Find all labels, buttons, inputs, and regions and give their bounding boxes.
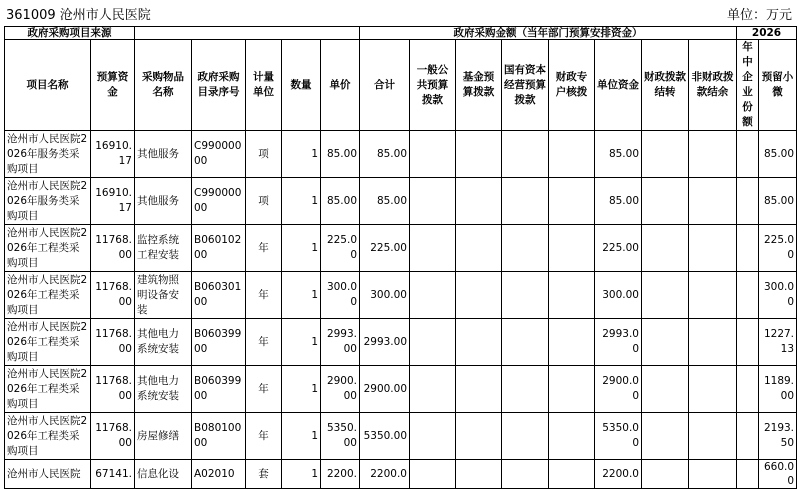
table-cell [456, 460, 502, 489]
table-cell: 85.00 [759, 131, 797, 178]
table-cell: 2200.0 [595, 460, 642, 489]
table-cell: 11768.00 [91, 319, 135, 366]
column-header: 基金预算拨款 [456, 40, 502, 131]
table-cell: 年 [246, 272, 282, 319]
table-row [5, 366, 797, 413]
table-cell: 1 [282, 225, 321, 272]
table-cell: 85.00 [321, 131, 360, 178]
table-cell [689, 366, 737, 413]
table-cell: 1 [282, 366, 321, 413]
table-cell: 85.00 [360, 178, 410, 225]
table-cell [456, 319, 502, 366]
report-header [0, 0, 800, 26]
table-cell: 沧州市人民医院 [5, 460, 91, 489]
table-cell [737, 319, 759, 366]
table-cell [689, 272, 737, 319]
table-cell: 沧州市人民医院2026年工程类采购项目 [5, 413, 91, 460]
table-cell [737, 460, 759, 489]
table-cell: 1189.00 [759, 366, 797, 413]
table-cell: 300.00 [321, 272, 360, 319]
table-cell: 年 [246, 225, 282, 272]
table-cell: B06039900 [192, 319, 246, 366]
table-cell [689, 178, 737, 225]
table-row [5, 272, 797, 319]
table-cell [642, 225, 689, 272]
table-cell [502, 225, 549, 272]
table-cell: A02010 [192, 460, 246, 489]
table-cell: 5350.00 [360, 413, 410, 460]
table-cell [689, 413, 737, 460]
table-cell [410, 366, 456, 413]
table-cell [549, 131, 595, 178]
table-cell [502, 460, 549, 489]
table-cell [410, 413, 456, 460]
table-cell: 16910.17 [91, 131, 135, 178]
table-cell: 信息化设 [135, 460, 192, 489]
table-cell: 沧州市人民医院2026年工程类采购项目 [5, 272, 91, 319]
column-header: 财政拨款结转 [642, 40, 689, 131]
table-cell: 225.00 [321, 225, 360, 272]
blank-group-header [135, 27, 360, 40]
table-cell: 2993.00 [595, 319, 642, 366]
amount-group-header: 政府采购金额（当年部门预算安排资金） [360, 27, 737, 40]
table-cell [549, 460, 595, 489]
table-cell [502, 319, 549, 366]
column-header: 政府采购目录序号 [192, 40, 246, 131]
table-cell [456, 131, 502, 178]
table-cell [642, 272, 689, 319]
table-cell [642, 319, 689, 366]
table-cell: C99000000 [192, 178, 246, 225]
year-group-header: 2026 [737, 27, 797, 40]
table-row [5, 319, 797, 366]
table-cell [549, 413, 595, 460]
table-cell [737, 272, 759, 319]
table-cell: 沧州市人民医院2026年服务类采购项目 [5, 178, 91, 225]
table-cell [502, 413, 549, 460]
table-cell: B06030100 [192, 272, 246, 319]
table-cell: 11768.00 [91, 272, 135, 319]
table-cell: 85.00 [595, 178, 642, 225]
table-cell: 项 [246, 178, 282, 225]
column-header: 项目名称 [5, 40, 91, 131]
column-header: 非财政拨款结余 [689, 40, 737, 131]
table-cell: 2993.00 [360, 319, 410, 366]
table-cell [689, 460, 737, 489]
table-cell [502, 178, 549, 225]
table-cell [549, 366, 595, 413]
table-cell: 套 [246, 460, 282, 489]
table-cell: 2193.50 [759, 413, 797, 460]
table-cell: 11768.00 [91, 225, 135, 272]
table-cell: 其他服务 [135, 178, 192, 225]
table-cell [737, 225, 759, 272]
table-cell: 5350.00 [595, 413, 642, 460]
column-header: 财政专户核拨 [549, 40, 595, 131]
table-cell: 2900.00 [321, 366, 360, 413]
column-header: 单价 [321, 40, 360, 131]
table-cell [642, 131, 689, 178]
table-cell [410, 319, 456, 366]
table-cell: 660.00 [759, 460, 797, 489]
table-cell [549, 225, 595, 272]
source-group-header: 政府采购项目来源 [5, 27, 135, 40]
unit-label: 单位：万元 [726, 8, 792, 23]
column-header: 单位资金 [595, 40, 642, 131]
table-cell: B06039900 [192, 366, 246, 413]
table-row [5, 178, 797, 225]
table-cell [642, 413, 689, 460]
table-cell: 其他电力系统安装 [135, 319, 192, 366]
table-cell [410, 131, 456, 178]
column-header: 合计 [360, 40, 410, 131]
table-cell [410, 178, 456, 225]
table-cell: 225.00 [595, 225, 642, 272]
table-cell [502, 366, 549, 413]
table-cell: 85.00 [360, 131, 410, 178]
table-cell [642, 460, 689, 489]
table-cell [689, 319, 737, 366]
table-cell: 2200.0 [360, 460, 410, 489]
table-cell: 300.00 [595, 272, 642, 319]
table-cell: C99000000 [192, 131, 246, 178]
table-cell [410, 225, 456, 272]
table-cell: 年 [246, 366, 282, 413]
column-header: 一般公共预算拨款 [410, 40, 456, 131]
table-cell: 5350.00 [321, 413, 360, 460]
table-cell: 1 [282, 131, 321, 178]
table-cell: 房屋修缮 [135, 413, 192, 460]
table-cell [642, 178, 689, 225]
column-header: 采购物品名称 [135, 40, 192, 131]
table-cell: 1 [282, 319, 321, 366]
table-cell: 300.00 [360, 272, 410, 319]
table-cell: 2993.00 [321, 319, 360, 366]
table-cell [549, 319, 595, 366]
table-cell: 1 [282, 413, 321, 460]
table-cell: 1 [282, 178, 321, 225]
table-cell: 监控系统工程安装 [135, 225, 192, 272]
table-cell: 85.00 [759, 178, 797, 225]
table-row [5, 131, 797, 178]
table-cell: 11768.00 [91, 413, 135, 460]
table-cell [737, 131, 759, 178]
table-cell [456, 178, 502, 225]
table-cell: 16910.17 [91, 178, 135, 225]
table-cell [456, 225, 502, 272]
table-cell [549, 272, 595, 319]
table-cell [410, 272, 456, 319]
column-header: 预算资金 [91, 40, 135, 131]
table-cell [502, 131, 549, 178]
column-header: 数量 [282, 40, 321, 131]
table-cell: 85.00 [595, 131, 642, 178]
table-cell: 建筑物照明设备安装 [135, 272, 192, 319]
column-header: 年中企业份额 [737, 40, 759, 131]
table-row [5, 460, 797, 489]
table-cell: 2900.00 [360, 366, 410, 413]
table-cell: 300.00 [759, 272, 797, 319]
org-title: 361009 沧州市人民医院 [6, 8, 151, 23]
table-cell: 沧州市人民医院2026年工程类采购项目 [5, 225, 91, 272]
table-cell [737, 413, 759, 460]
table-cell: 沧州市人民医院2026年服务类采购项目 [5, 131, 91, 178]
table-cell: 项 [246, 131, 282, 178]
table-cell [642, 366, 689, 413]
table-cell [410, 460, 456, 489]
table-cell [456, 366, 502, 413]
table-cell [502, 272, 549, 319]
table-cell: B06010200 [192, 225, 246, 272]
table-cell: 225.00 [360, 225, 410, 272]
table-cell: 其他服务 [135, 131, 192, 178]
table-cell: 沧州市人民医院2026年工程类采购项目 [5, 319, 91, 366]
table-cell [737, 366, 759, 413]
table-cell: 年 [246, 319, 282, 366]
table-cell: 2200. [321, 460, 360, 489]
column-header: 国有资本经营预算拨款 [502, 40, 549, 131]
table-cell [689, 131, 737, 178]
table-cell: 1 [282, 460, 321, 489]
table-cell [456, 272, 502, 319]
table-cell [549, 178, 595, 225]
table-cell [737, 178, 759, 225]
procurement-table [4, 26, 797, 489]
table-cell: 225.00 [759, 225, 797, 272]
table-cell: 11768.00 [91, 366, 135, 413]
table-cell: 1 [282, 272, 321, 319]
table-cell: 85.00 [321, 178, 360, 225]
table-cell: B08010000 [192, 413, 246, 460]
table-cell: 其他电力系统安装 [135, 366, 192, 413]
table-cell: 年 [246, 413, 282, 460]
table-cell [689, 225, 737, 272]
table-cell [456, 413, 502, 460]
table-cell: 67141. [91, 460, 135, 489]
column-header: 计量单位 [246, 40, 282, 131]
table-cell: 沧州市人民医院2026年工程类采购项目 [5, 366, 91, 413]
table-row [5, 225, 797, 272]
table-row [5, 413, 797, 460]
table-cell: 2900.00 [595, 366, 642, 413]
column-header: 预留小微 [759, 40, 797, 131]
table-cell: 1227.13 [759, 319, 797, 366]
